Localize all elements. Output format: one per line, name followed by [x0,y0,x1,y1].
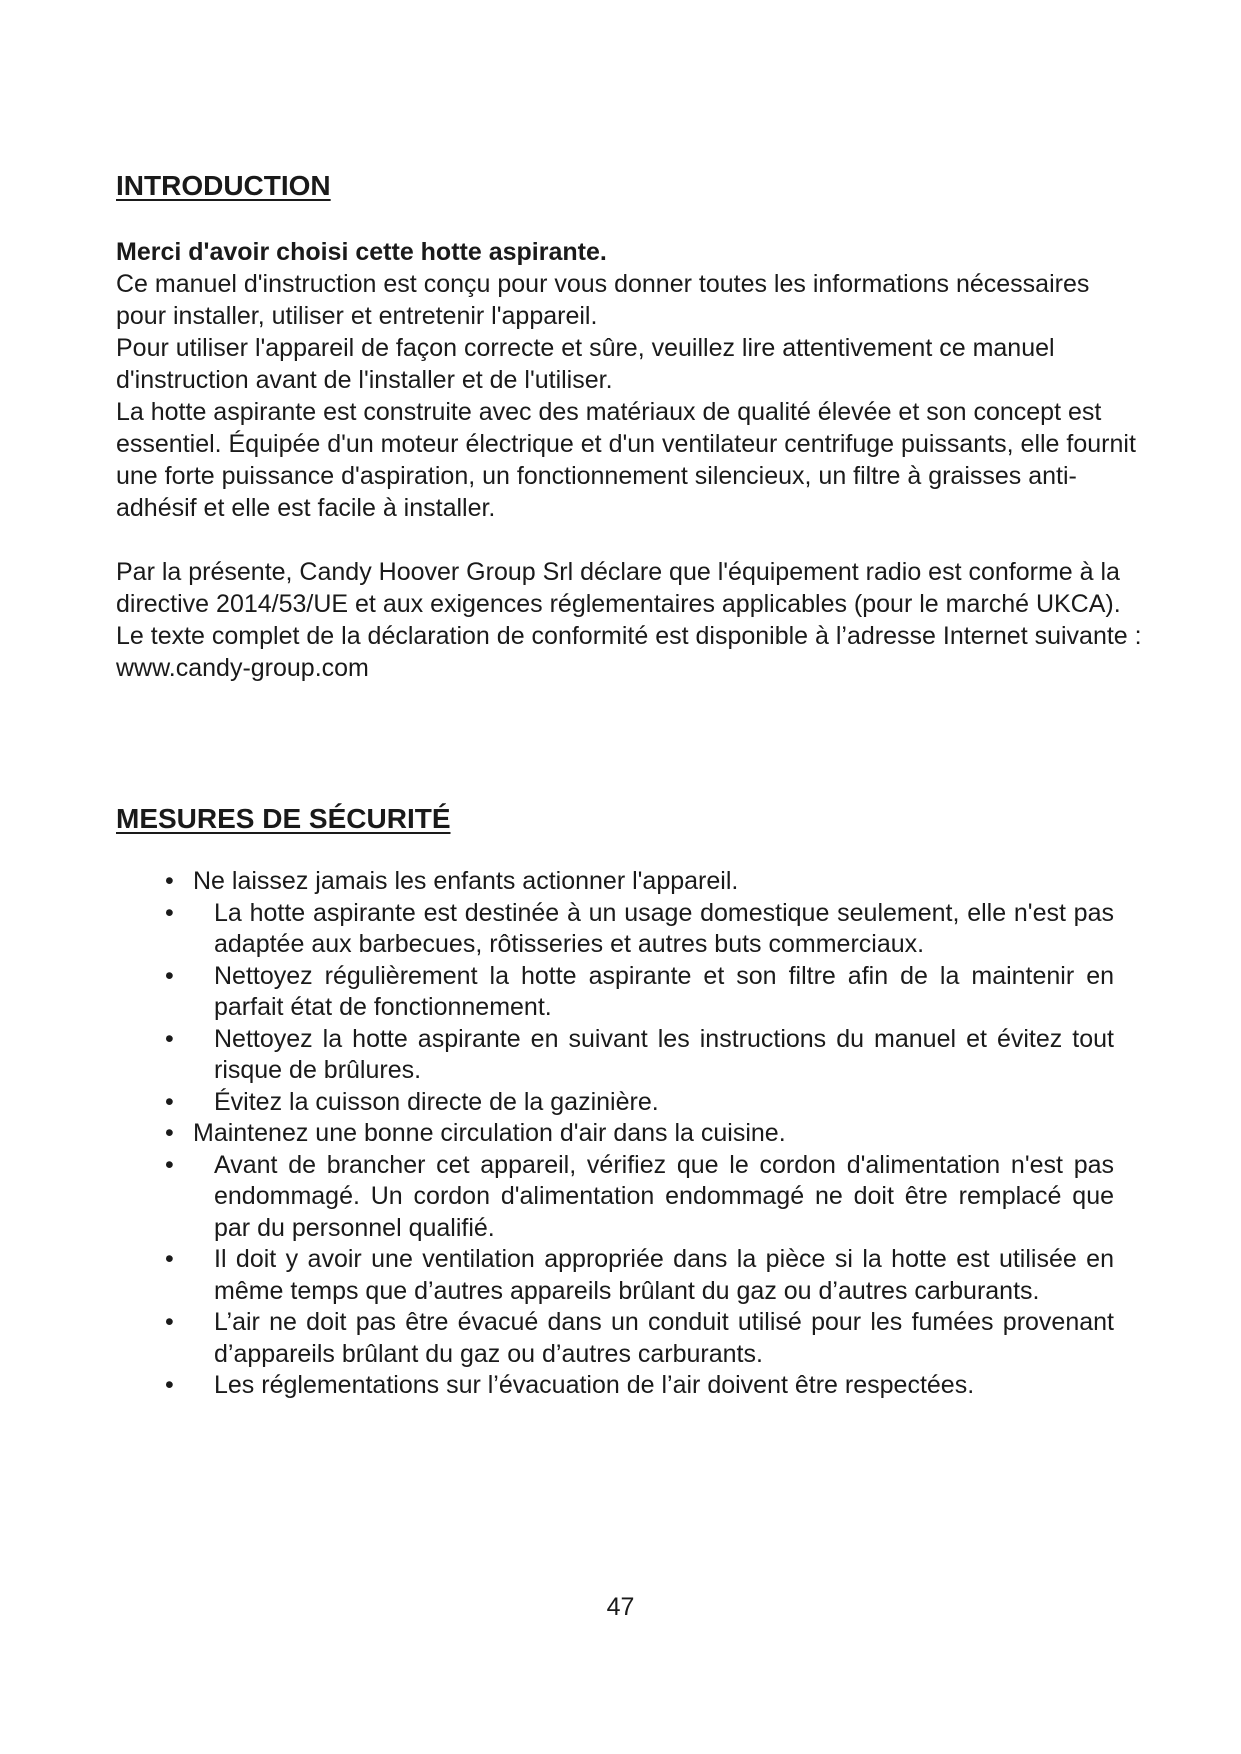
list-item: • Il doit y avoir une ventilation appropriée dans la pièce si la hotte est utilisée en même temps que d’autres appareils brûlant du gaz ou d’autres carburants. [165,1245,1114,1305]
list-item: • Évitez la cuisson directe de la gazinière. [0,1087,1241,1119]
conformity-link-paragraph: Le texte complet de la déclaration de conformité est disponible à l’adresse Internet suivante : www.candy-group.com [116,622,1142,682]
introduction-body [116,236,1146,684]
page-number: 47 [606,1593,635,1621]
intro-paragraph: La hotte aspirante est construite avec des matériaux de qualité élevée et son concept est essentiel. Équipée d'un moteur électrique et d'un ventilateur centrifuge puissants, elle fournit une forte puissance d'aspiration, un fonctionnement silencieux, un filtre à graisses anti-adhésif et elle est facile à installer. [116,398,1136,522]
bullet-icon: • [165,1119,174,1147]
bullet-icon: • [165,1371,174,1399]
safety-list [0,866,1241,1402]
intro-paragraph: Pour utiliser l'appareil de façon correcte et sûre, veuillez lire attentivement ce manuel d'instruction avant de l'installer et de l'utiliser. [116,334,1055,394]
list-item: • Nettoyez régulièrement la hotte aspirante et son filtre afin de la maintenir en parfait état de fonctionnement. [165,961,1114,1021]
list-item: • Nettoyez la hotte aspirante en suivant les instructions du manuel et évitez tout risque de brûlures. [165,1024,1114,1084]
bullet-icon: • [165,961,174,990]
bullet-icon: • [165,1087,174,1116]
intro-lead: Merci d'avoir choisi cette hotte aspirante. [116,238,607,266]
list-item: • La hotte aspirante est destinée à un usage domestique seulement, elle n'est pas adaptée aux barbecues, rôtisseries et autres buts commerciaux. [165,898,1114,958]
intro-paragraph: Ce manuel d'instruction est conçu pour vous donner toutes les informations nécessaires pour installer, utiliser et entretenir l'appareil. [116,270,1090,330]
bullet-icon: • [165,898,174,927]
conformity-paragraph: Par la présente, Candy Hoover Group Srl déclare que l'équipement radio est conforme à la directive 2014/53/UE et aux exigences réglementaires applicables (pour le marché UKCA). [116,558,1121,618]
list-item: • Ne laissez jamais les enfants actionner l'appareil. [0,866,1241,898]
list-item: • Maintenez une bonne circulation d'air dans la cuisine. [0,1118,1241,1150]
list-item: • L’air ne doit pas être évacué dans un conduit utilisé pour les fumées provenant d’appareils brûlant du gaz ou d’autres carburants. [165,1308,1114,1368]
list-item: • Les réglementations sur l’évacuation de l’air doivent être respectées. [0,1370,1241,1402]
bullet-icon: • [165,1245,174,1273]
safety-heading: MESURES DE SÉCURITÉ [116,803,451,834]
bullet-icon: • [165,867,174,895]
bullet-icon: • [165,1150,174,1179]
list-item: • Avant de brancher cet appareil, vérifiez que le cordon d'alimentation n'est pas endommagé. Un cordon d'alimentation endommagé ne doit être remplacé que par du personnel qualifié. [165,1150,1114,1242]
introduction-heading: INTRODUCTION [116,170,331,201]
bullet-icon: • [165,1308,174,1336]
bullet-icon: • [165,1024,174,1053]
